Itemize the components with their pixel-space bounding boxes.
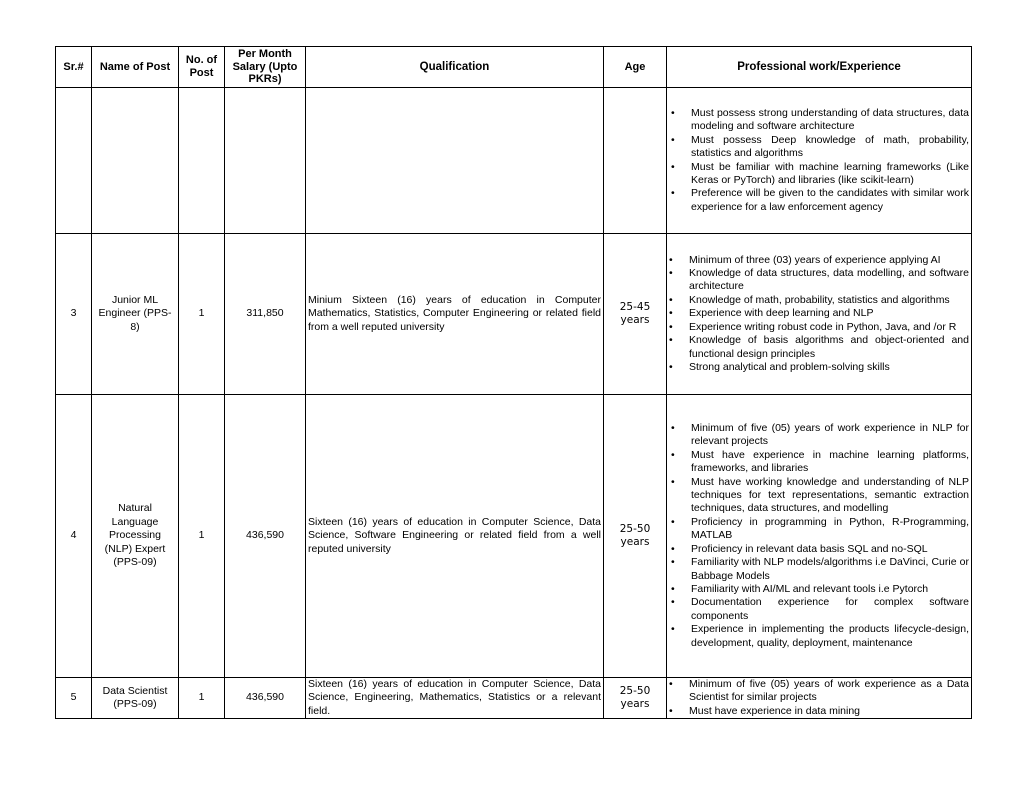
experience-list xyxy=(669,678,969,718)
cell-salary: 436,590 xyxy=(225,395,306,678)
list-item: • Knowledge of basis algorithms and object-oriented and functional design principles xyxy=(689,334,969,361)
list-item: • Experience writing robust code in Python, Java, and /or R xyxy=(689,321,969,334)
list-item: • Must possess Deep knowledge of math, probability, statistics and algorithms xyxy=(691,134,969,161)
list-item: • Must have experience in machine learning platforms, frameworks, and libraries xyxy=(691,449,969,476)
list-item: • Knowledge of math, probability, statistics and algorithms xyxy=(689,294,969,307)
table-row xyxy=(56,88,972,234)
experience-list xyxy=(669,107,969,214)
list-item: • Minimum of five (05) years of work experience in NLP for relevant projects xyxy=(691,422,969,449)
list-item: • Preference will be given to the candidates with similar work experience for a law enforcement agency xyxy=(691,187,969,214)
cell-sr: 4 xyxy=(56,395,92,678)
cell-experience xyxy=(667,88,972,234)
cell-age: 25-50 years xyxy=(604,395,667,678)
cell-qualification: Sixteen (16) years of education in Computer Science, Data Science, Software Engineering or related field from a well reputed university xyxy=(306,395,604,678)
cell-age: 25-50 years xyxy=(604,678,667,719)
cell-sr: 5 xyxy=(56,678,92,719)
cell-age xyxy=(604,88,667,234)
header-experience: Professional work/Experience xyxy=(667,47,972,88)
list-item: • Documentation experience for complex software components xyxy=(691,596,969,623)
header-age: Age xyxy=(604,47,667,88)
cell-salary: 311,850 xyxy=(225,234,306,395)
header-sr: Sr.# xyxy=(56,47,92,88)
list-item: • Strong analytical and problem-solving skills xyxy=(689,361,969,374)
list-item: • Minimum of five (05) years of work experience as a Data Scientist for similar projects xyxy=(689,678,969,705)
list-item: • Minimum of three (03) years of experience applying AI xyxy=(689,254,969,267)
cell-no-of-post: 1 xyxy=(179,395,225,678)
table-row xyxy=(56,678,972,719)
cell-post-name xyxy=(92,88,179,234)
cell-experience xyxy=(667,678,972,719)
table-header-row xyxy=(56,47,972,88)
cell-age: 25-45 years xyxy=(604,234,667,395)
table-row xyxy=(56,234,972,395)
cell-post-name: Data Scientist (PPS-09) xyxy=(92,678,179,719)
cell-experience xyxy=(667,234,972,395)
cell-qualification: Minium Sixteen (16) years of education in Computer Mathematics, Statistics, Computer Engineering or related field from a well reputed university xyxy=(306,234,604,395)
header-name-of-post: Name of Post xyxy=(92,47,179,88)
list-item: • Must have working knowledge and understanding of NLP techniques for text representations, semantic extraction techniques, data structures, and modelling xyxy=(691,476,969,516)
list-item: • Familiarity with NLP models/algorithms i.e DaVinci, Curie or Babbage Models xyxy=(691,556,969,583)
cell-no-of-post xyxy=(179,88,225,234)
header-salary: Per Month Salary (Upto PKRs) xyxy=(225,47,306,88)
list-item: • Knowledge of data structures, data modelling, and software architecture xyxy=(689,267,969,294)
header-no-of-post: No. of Post xyxy=(179,47,225,88)
cell-post-name: Natural Language Processing (NLP) Expert (PPS-09) xyxy=(92,395,179,678)
experience-list xyxy=(669,254,969,375)
cell-sr xyxy=(56,88,92,234)
list-item: • Familiarity with AI/ML and relevant tools i.e Pytorch xyxy=(691,583,969,596)
cell-salary: 436,590 xyxy=(225,678,306,719)
experience-list xyxy=(669,422,969,650)
cell-qualification xyxy=(306,88,604,234)
list-item: • Experience in implementing the products lifecycle-design, development, quality, deployment, maintenance xyxy=(691,623,969,650)
cell-no-of-post: 1 xyxy=(179,678,225,719)
cell-sr: 3 xyxy=(56,234,92,395)
list-item: • Proficiency in relevant data basis SQL and no-SQL xyxy=(691,543,969,556)
cell-experience xyxy=(667,395,972,678)
list-item: • Must possess strong understanding of data structures, data modeling and software architecture xyxy=(691,107,969,134)
list-item: • Must have experience in data mining xyxy=(689,705,969,718)
table-row xyxy=(56,395,972,678)
recruitment-table xyxy=(55,46,972,719)
cell-qualification: Sixteen (16) years of education in Computer Science, Data Science, Engineering, Mathematics, Statistics or a relevant field. xyxy=(306,678,604,719)
cell-post-name: Junior ML Engineer (PPS-8) xyxy=(92,234,179,395)
list-item: • Experience with deep learning and NLP xyxy=(689,307,969,320)
list-item: • Proficiency in programming in Python, R-Programming, MATLAB xyxy=(691,516,969,543)
list-item: • Must be familiar with machine learning frameworks (Like Keras or PyTorch) and libraries (like scikit-learn) xyxy=(691,161,969,188)
cell-no-of-post: 1 xyxy=(179,234,225,395)
header-qualification: Qualification xyxy=(306,47,604,88)
cell-salary xyxy=(225,88,306,234)
